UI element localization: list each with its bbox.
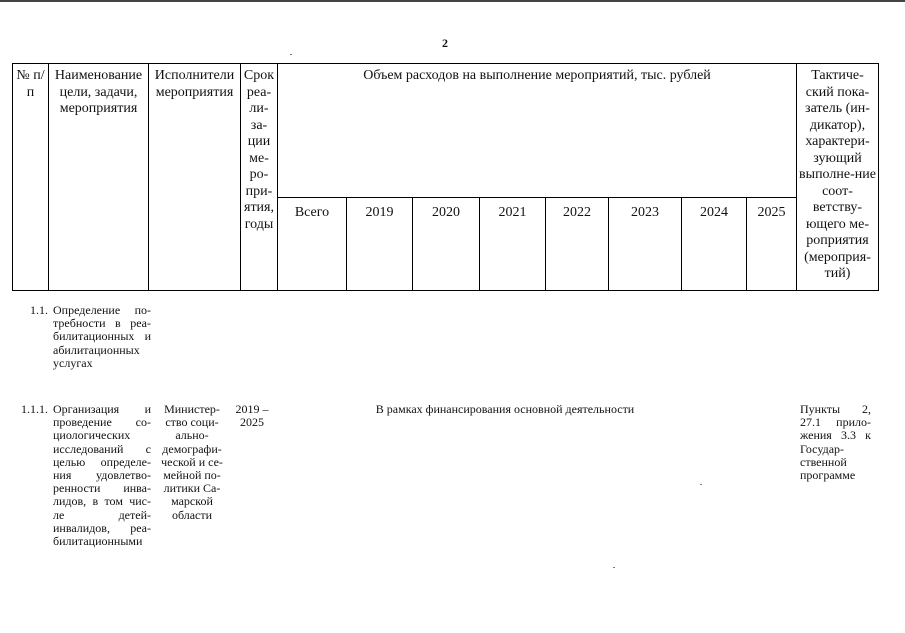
row-1-1-1-num: 1.1.1. [21, 402, 48, 416]
header-year-2025: 2025 [747, 198, 797, 291]
header-year-2022: 2022 [546, 198, 609, 291]
row-1-1-name: Определение по-требности в реа-билитационных и абилитационных услугах [53, 303, 151, 370]
header-total: Всего [278, 198, 347, 291]
header-name: Наименование цели, задачи, мероприятия [49, 64, 149, 291]
row-1-1-num: 1.1. [30, 303, 48, 317]
header-year-2023: 2023 [609, 198, 682, 291]
header-year-2020: 2020 [413, 198, 480, 291]
row-1-1-1-term: 2019 – 2025 [235, 402, 269, 430]
header-term: Срок реа-ли-за-ции ме-ро-при-ятия, годы [241, 64, 278, 291]
scan-speck [613, 567, 615, 568]
header-year-2024: 2024 [682, 198, 747, 291]
row-1-1-1-financing: В рамках финансирования основной деятельности [375, 402, 635, 416]
header-executors: Исполнители мероприятия [149, 64, 241, 291]
page-number: 2 [442, 36, 448, 50]
row-1-1-1-name: Организация и проведение со-циологических исследований с целью определе-ния удовлетво-ренности инва-лидов, в том чис-ле детей-инвалидов, реа-билитационными [53, 402, 151, 549]
scan-speck [700, 484, 702, 485]
header-num: № п/п [13, 64, 49, 291]
header-year-2019: 2019 [347, 198, 413, 291]
row-1-1-1-indicator: Пункты 2, 27.1 прило-жения 3.3 к Государ-ственной программе [800, 402, 871, 483]
row-1-1-1-executors: Министер-ство соци-ально-демографи-ческой и се-мейной по-литики Са-марской области [161, 402, 223, 522]
header-year-2021: 2021 [480, 198, 546, 291]
header-expenses: Объем расходов на выполнение мероприятий, тыс. рублей [278, 64, 797, 198]
scan-speck [290, 54, 292, 55]
header-indicator: Тактиче-ский пока-затель (ин-дикатор), характери-зующий выполне-ние соот-ветству-ющего ме-роприятия (мероприя-тий) [797, 64, 879, 291]
